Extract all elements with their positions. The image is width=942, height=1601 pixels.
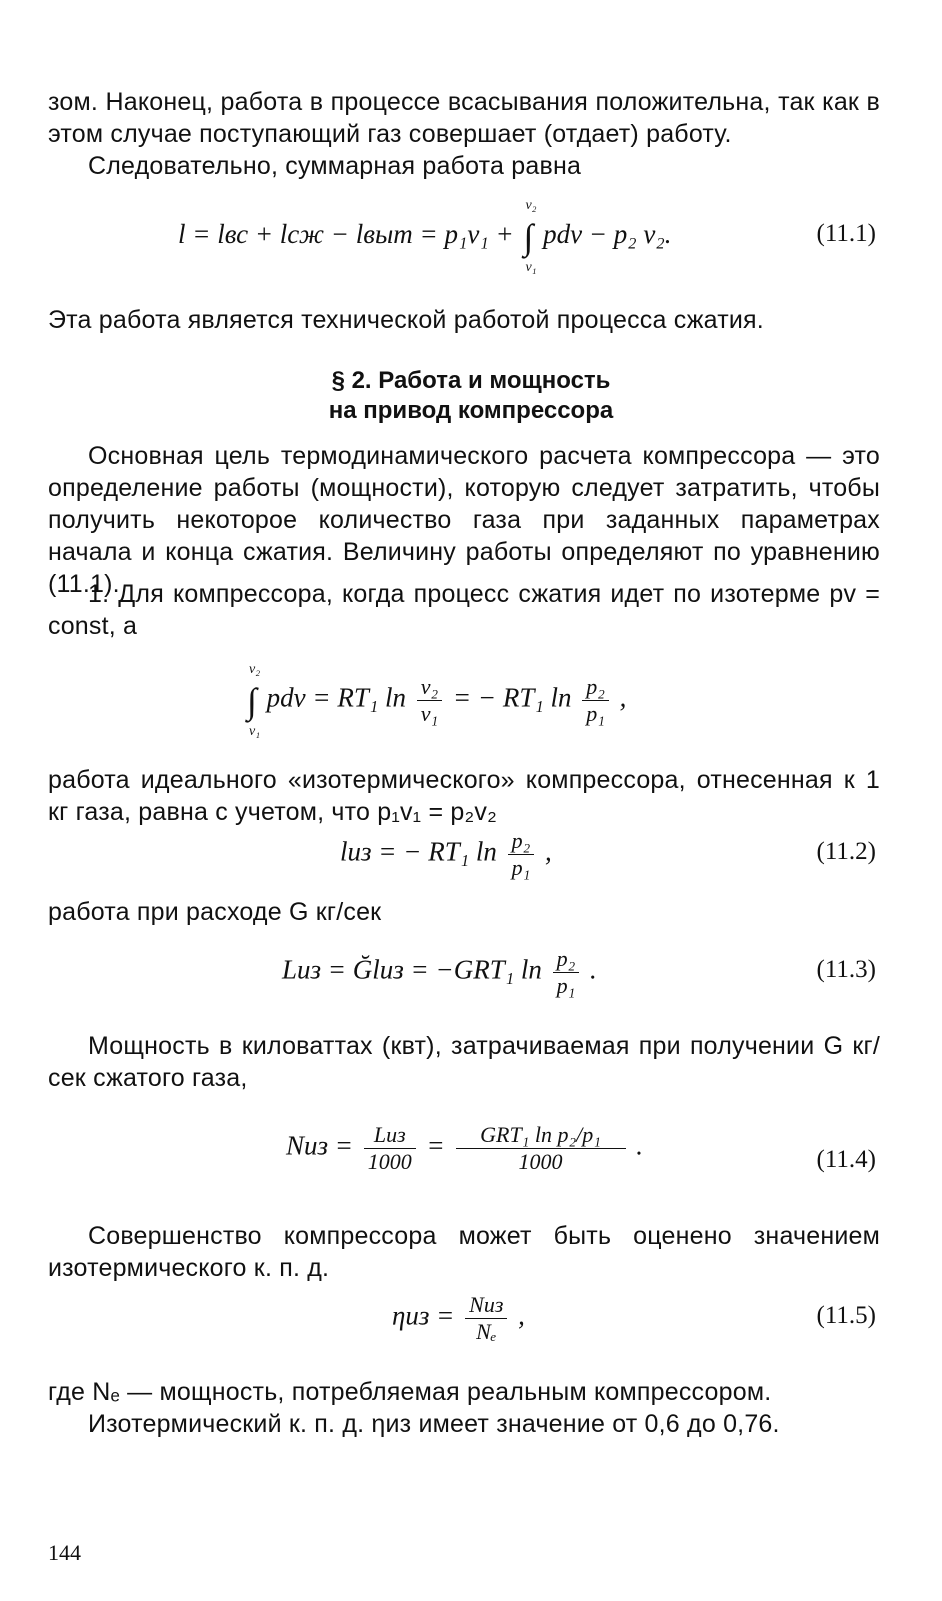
paragraph-perfection: Совершенство компрессора может быть оценено значением изотермического к. п. д. bbox=[48, 1222, 880, 1282]
paragraph-isotherm: 1. Для компрессора, когда процесс сжатия идет по изотерме pv = const, а bbox=[48, 580, 880, 640]
paragraph-power: Мощность в киловаттах (квт), затрачиваемая при получении G кг/сек сжатого газа, bbox=[48, 1032, 880, 1092]
fraction-p: $\frac{\text{p₂}}{\text{p₁}}$ bbox=[582, 674, 609, 727]
section-heading-line2: на привод компрессора bbox=[328, 397, 614, 424]
integral-lhs: pdv = RT₁ ln bbox=[266, 682, 406, 713]
formula-11-1-lhs: l = lвс + lсж − lвыт = p₁v₁ + bbox=[178, 219, 514, 250]
formula-integral bbox=[0, 660, 942, 750]
fraction-11-4-b: $\frac{\text{GRT₁ ln p₂/p₁}}{1000}$ bbox=[456, 1122, 626, 1175]
integral-sign: ∫ v₂ v₁ bbox=[523, 198, 537, 275]
formula-11-4 bbox=[0, 1110, 942, 1200]
paragraph-intro: зом. Наконец, работа в процессе всасывания положительна, так как в этом случае поступающий газ совершает (отдает) работу. bbox=[48, 88, 880, 148]
fraction-11-4-a: $\frac{\text{Lиз}}{1000}$ bbox=[364, 1122, 416, 1175]
formula-11-3 bbox=[0, 944, 942, 1034]
equation-number-11-4: (11.4) bbox=[816, 1146, 876, 1173]
paragraph-technical-work: Эта работа является технической работой процесса сжатия. bbox=[48, 306, 764, 334]
page-number: 144 bbox=[48, 1540, 81, 1565]
equation-number-11-2: (11.2) bbox=[816, 838, 876, 865]
formula-11-5 bbox=[0, 1290, 942, 1380]
formula-11-3-tail: . bbox=[590, 954, 597, 985]
formula-11-5-tail: , bbox=[518, 1300, 525, 1331]
formula-11-5-lhs: ηиз = bbox=[392, 1300, 455, 1331]
equation-number-11-3: (11.3) bbox=[816, 956, 876, 983]
formula-11-2-tail: , bbox=[545, 836, 552, 867]
formula-11-4-tail: . bbox=[636, 1130, 643, 1161]
paragraph-ideal-work: работа идеального «изотермического» компрессора, отнесенная к 1 кг газа, равна с учетом, что p₁v₁ = p₂v₂ bbox=[48, 766, 880, 826]
fraction-v: $\frac{\text{v₂}}{\text{v₁}}$ bbox=[417, 674, 442, 727]
fraction-11-3: $\frac{\text{p₂}}{\text{p₁}}$ bbox=[553, 946, 580, 999]
fraction-11-5: $\frac{\text{Nиз}}{\text{Nₑ}}$ bbox=[465, 1292, 507, 1345]
formula-11-3-lhs: Lиз = Ğlиз = −GRT₁ ln bbox=[282, 954, 542, 985]
equation-number-11-5: (11.5) bbox=[816, 1302, 876, 1329]
paragraph-main-goal: Основная цель термодинамического расчета компрессора — это определение работы (мощности), которую следует затратить, чтобы получить некоторое количество газа при заданных параметрах начала и конца сжатия. Величину работы определяют по уравнению (11.1). bbox=[48, 442, 880, 598]
integral-tail: , bbox=[619, 682, 627, 713]
section-heading-line1: § 2. Работа и мощность bbox=[331, 367, 611, 394]
fraction-11-2: $\frac{\text{p₂}}{\text{p₁}}$ bbox=[508, 828, 535, 881]
formula-11-4-lhs: Nиз = bbox=[286, 1130, 354, 1161]
integral-sign-2: ∫ v₂ v₁ bbox=[247, 661, 261, 739]
formula-11-2-lhs: lиз = − RT₁ ln bbox=[340, 836, 497, 867]
formula-11-1 bbox=[0, 198, 942, 288]
formula-11-4-eq: = bbox=[426, 1130, 445, 1161]
paragraph-sum-work: Следовательно, суммарная работа равна bbox=[88, 152, 582, 180]
paragraph-flow-rate: работа при расходе G кг/сек bbox=[48, 898, 382, 926]
equation-number-11-1: (11.1) bbox=[816, 220, 876, 247]
paragraph-efficiency: Изотермический к. п. д. ηиз имеет значение от 0,6 до 0,76. bbox=[88, 1410, 780, 1438]
paragraph-real-power: где Nₑ — мощность, потребляемая реальным компрессором. bbox=[48, 1378, 772, 1406]
formula-11-1-rhs: pdv − p₂ v₂. bbox=[543, 219, 672, 250]
integral-mid: = − RT₁ ln bbox=[452, 682, 572, 713]
